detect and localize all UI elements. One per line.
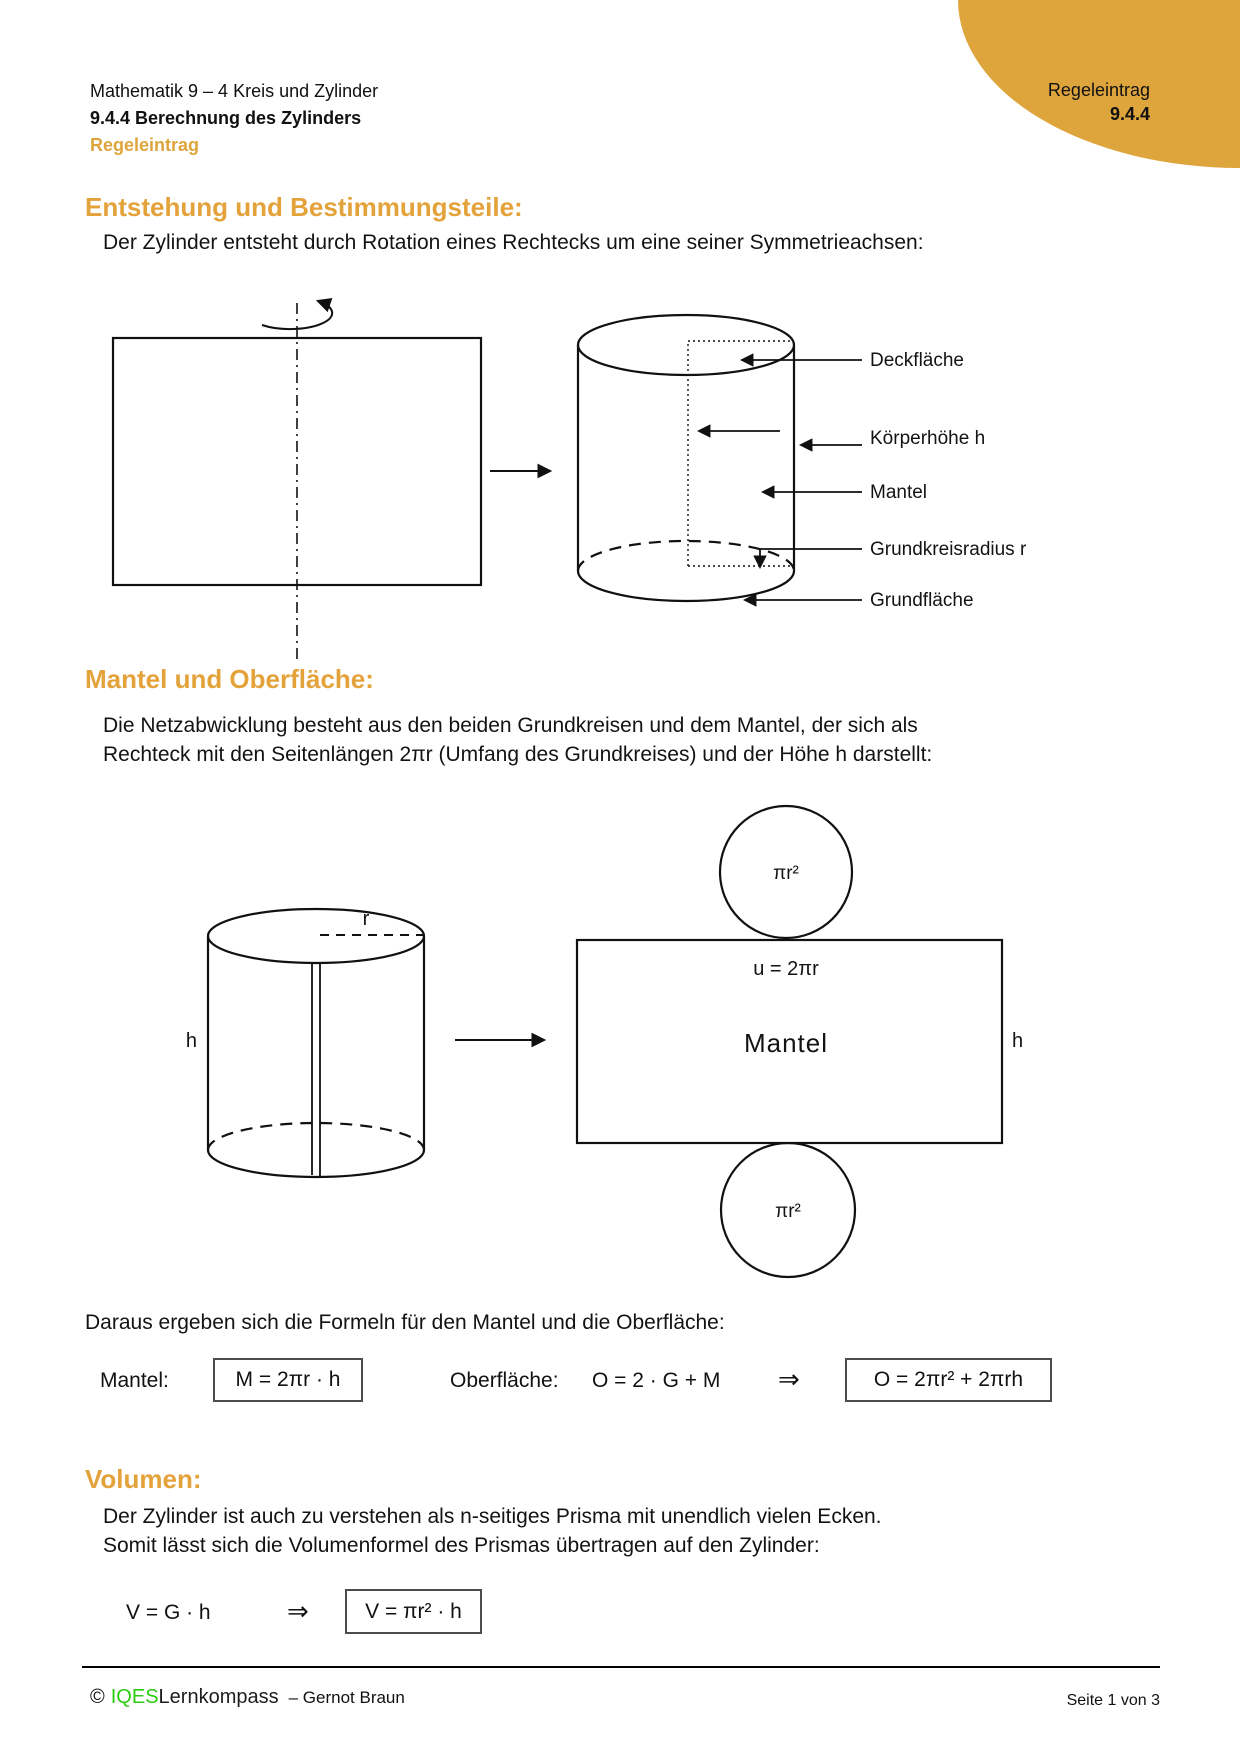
prisma-formula: V = G · h bbox=[126, 1601, 211, 1624]
net-height-label: h bbox=[1012, 1030, 1024, 1052]
footer-divider bbox=[82, 1666, 1160, 1668]
mantel-formula-box bbox=[213, 1358, 363, 1402]
oberflaeche-formula-box bbox=[845, 1358, 1052, 1402]
implies-arrow-icon-2: ⇒ bbox=[287, 1596, 309, 1626]
label-mantel: Mantel bbox=[870, 482, 928, 503]
volumen-formula-box bbox=[345, 1589, 482, 1634]
oberflaeche-formula: O = 2πr² + 2πrh bbox=[873, 1368, 1024, 1391]
copyright-icon: © bbox=[90, 1686, 105, 1708]
section-title-mantel-oberflaeche: Mantel und Oberfläche: bbox=[85, 664, 374, 694]
header-type: Regeleintrag bbox=[90, 135, 200, 155]
label-grundflaeche: Grundfläche bbox=[870, 590, 974, 611]
label-koerperhoehe: Körperhöhe h bbox=[870, 428, 986, 449]
label-grundkreisradius: Grundkreisradius r bbox=[870, 539, 1027, 560]
page-number: Seite 1 von 3 bbox=[1066, 1692, 1160, 1709]
mantel-formula: M = 2πr · h bbox=[235, 1368, 341, 1391]
netz-intro bbox=[103, 711, 932, 769]
netz-intro-line1: Die Netzabwicklung besteht aus den beiden Grundkreisen und dem Mantel, der sich als bbox=[103, 714, 918, 737]
header-chapter: 9.4.4 Berechnung des Zylinders bbox=[90, 108, 362, 128]
label-radius-r: r bbox=[362, 908, 370, 930]
mantel-formula-label: Mantel: bbox=[100, 1369, 169, 1392]
corner-badge-label: Regeleintrag bbox=[1047, 80, 1150, 100]
net-circumference: u = 2πr bbox=[753, 958, 819, 980]
entstehung-intro: Der Zylinder entsteht durch Rotation eines Rechtecks um eine seiner Symmetrieachsen: bbox=[103, 231, 924, 254]
header-course: Mathematik 9 – 4 Kreis und Zylinder bbox=[90, 81, 379, 101]
iqes-logo: IQES bbox=[110, 1686, 159, 1708]
formeln-intro: Daraus ergeben sich die Formeln für den Mantel und die Oberfläche: bbox=[85, 1311, 725, 1334]
oberflaeche-formula-label: Oberfläche: bbox=[450, 1369, 559, 1392]
oberflaeche-equation: O = 2 · G + M bbox=[592, 1369, 721, 1392]
rotation-cylinder-diagram bbox=[60, 268, 1120, 672]
cylinder-top-ellipse bbox=[578, 315, 794, 375]
grundkreisradius-arrow bbox=[760, 549, 862, 567]
implies-arrow-icon: ⇒ bbox=[778, 1364, 800, 1394]
corner-badge-number: 9.4.4 bbox=[1109, 104, 1150, 124]
net-bottom-circle-area: πr² bbox=[775, 1201, 801, 1222]
label-deckflaeche: Deckfläche bbox=[870, 350, 964, 371]
net-cylinder-bottom-back-arc bbox=[208, 1123, 424, 1150]
lernkompass-logo: Lernkompass bbox=[158, 1686, 279, 1708]
footer-author: – Gernot Braun bbox=[288, 1688, 405, 1707]
section-title-entstehung: Entstehung und Bestimmungsteile: bbox=[85, 192, 523, 222]
net-mantel-label: Mantel bbox=[743, 1028, 829, 1058]
volumen-text-line2: Somit lässt sich die Volumenformel des Prismas übertragen auf den Zylinder: bbox=[103, 1534, 820, 1557]
cylinder-net-diagram bbox=[60, 778, 1120, 1290]
net-top-circle-area: πr² bbox=[773, 863, 799, 884]
cylinder-bottom-front-arc bbox=[578, 571, 794, 601]
volumen-text bbox=[103, 1502, 882, 1560]
cylinder-bottom-back-arc bbox=[578, 541, 794, 571]
footer-brand bbox=[90, 1686, 405, 1709]
section-title-volumen: Volumen: bbox=[85, 1464, 202, 1494]
netz-intro-line2: Rechteck mit den Seitenlängen 2πr (Umfang des Grundkreises) und der Höhe h darstellt: bbox=[103, 743, 933, 766]
document-header bbox=[90, 78, 378, 159]
volumen-formula: V = πr² · h bbox=[365, 1599, 462, 1623]
corner-badge bbox=[1048, 78, 1150, 126]
label-cylinder-height: h bbox=[185, 1030, 197, 1052]
net-cylinder-bottom-front-arc bbox=[208, 1150, 424, 1177]
volumen-text-line1: Der Zylinder ist auch zu verstehen als n-seitiges Prisma mit unendlich vielen Ecken. bbox=[103, 1505, 882, 1528]
